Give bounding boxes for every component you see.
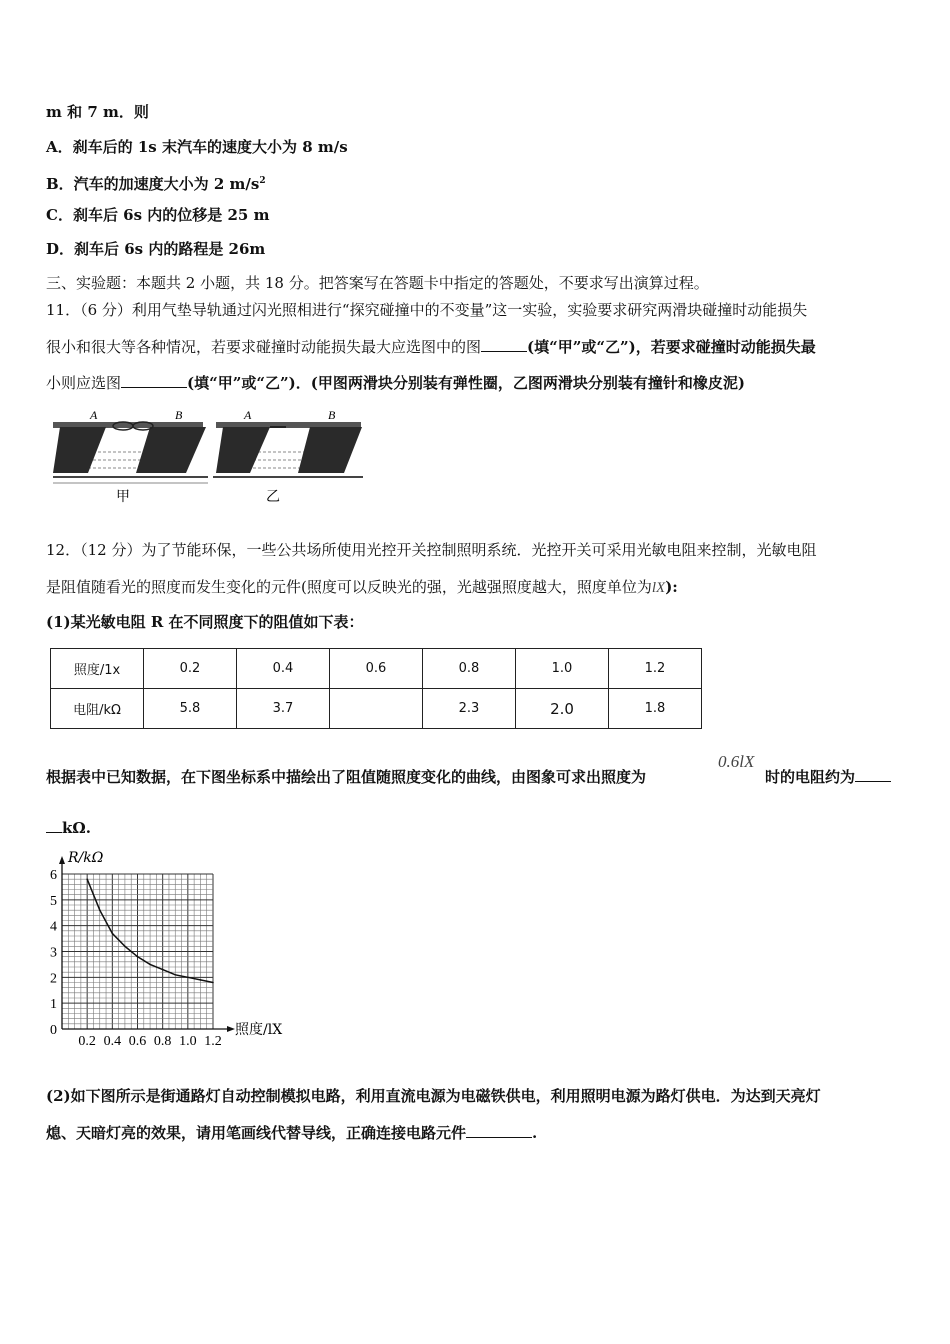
q12-blank-c[interactable]: [466, 1123, 532, 1138]
table-cell: 2.0: [516, 689, 609, 729]
option-d: D．刹车后 6s 内的路程是 26m: [46, 240, 266, 258]
q11-line1: 11．（6 分）利用气垫导轨通过闪光照相进行“探究碰撞中的不变量”这一实验，实验要求研究两滑块碰撞时动能损失: [46, 301, 808, 319]
x-tick-label: 0.6: [128, 1034, 147, 1049]
chart-point: [137, 956, 139, 958]
chart-point: [174, 974, 176, 976]
y-axis-label: R/kΩ: [68, 850, 104, 866]
resistance-table: [50, 648, 702, 729]
q10-continuation: m 和 7 m．则: [46, 103, 149, 121]
q12-desc-b: 时的电阻约为: [765, 768, 856, 786]
label-a-jia: A: [90, 408, 98, 422]
table-cell: 5.8: [144, 689, 237, 729]
q12-desc-b-line: [765, 767, 891, 787]
answer-unit: kΩ.: [62, 819, 91, 837]
chart-grid: [62, 874, 213, 1029]
x-tick-label: 1.2: [204, 1034, 222, 1049]
y-tick-label: 1: [50, 997, 57, 1013]
q11-blank-1[interactable]: [481, 337, 527, 352]
label-a-yi: A: [244, 408, 252, 422]
slider-a-yi: [216, 427, 270, 473]
unit-formula: lX: [651, 580, 666, 596]
q12-line2b: ):: [665, 578, 678, 596]
label-jia: 甲: [116, 489, 130, 505]
slider-b-yi: [298, 427, 362, 473]
y-tick-label: 4: [50, 919, 57, 935]
table-cell: 1.8: [609, 689, 702, 729]
option-b: [46, 171, 266, 194]
option-a: A．刹车后的 1s 末汽车的速度大小为 8 m/s: [46, 138, 348, 156]
q12-part2-line1: (2)如下图所示是街通路灯自动控制模拟电路，利用直流电源为电磁铁供电，利用照明电源为路灯供电．为达到天亮灯: [46, 1087, 821, 1105]
chart-point: [112, 933, 114, 935]
y-tick-label: 6: [50, 868, 57, 883]
slider-a-jia: [53, 427, 106, 473]
option-b-sup: 2: [259, 176, 266, 186]
table-cell: 3.7: [237, 689, 330, 729]
chart-point: [149, 964, 151, 966]
chart-axes: [59, 850, 282, 1038]
table-row: [51, 689, 702, 729]
table-cell: 0.2: [144, 649, 237, 689]
origin-label: 0: [50, 1023, 57, 1038]
table-cell: 0.8: [423, 649, 516, 689]
chart-point: [86, 878, 88, 880]
chart-point: [187, 977, 189, 979]
q11-line3: [46, 373, 745, 393]
q12-desc: [46, 767, 646, 787]
label-b-jia: B: [175, 408, 183, 422]
q11-line2: [46, 337, 816, 357]
y-axis-arrow: [59, 856, 65, 864]
x-tick-label: 0.4: [103, 1034, 122, 1049]
q12-answer-line: [46, 818, 91, 838]
label-b-yi: B: [328, 408, 336, 422]
table-cell: 1.2: [609, 649, 702, 689]
chart-point: [99, 909, 101, 911]
table-header-resistance: 电阻/kΩ: [51, 689, 144, 729]
q12-part2-end: .: [532, 1124, 538, 1142]
option-c: C．刹车后 6s 内的位移是 25 m: [46, 206, 270, 224]
q12-part2-line2: [46, 1123, 537, 1143]
q12-part1: (1)某光敏电阻 R 在不同照度下的阻值如下表：: [46, 613, 364, 631]
table-cell: 0.4: [237, 649, 330, 689]
q12-line1: 12．（12 分）为了节能环保，一些公共场所使用光控开关控制照明系统．光控开关可采用光敏电阻来控制，光敏电阻: [46, 541, 817, 559]
track-jia: [53, 408, 208, 505]
x-tick-label: 0.8: [153, 1034, 172, 1049]
x-tick-label: 1.0: [179, 1034, 197, 1049]
chart-ticks: [50, 868, 222, 1049]
chart-point: [212, 982, 214, 984]
q12-blank-b[interactable]: [46, 818, 62, 833]
label-yi: 乙: [266, 489, 280, 505]
q12-part2-line2-text: 熄、天暗灯亮的效果，请用笔画线代替导线，正确连接电路元件: [46, 1124, 467, 1142]
air-track-figure: [48, 405, 368, 505]
slider-b-jia: [136, 427, 206, 473]
chart-point: [124, 946, 126, 948]
q12-line2: [46, 577, 678, 598]
track-yi: [213, 408, 363, 505]
chart-point: [162, 969, 164, 971]
table-header-illuminance: 照度/1x: [51, 649, 144, 689]
table-cell: 2.3: [423, 689, 516, 729]
q11-line2a: 很小和很大等各种情况，若要求碰撞时动能损失最大应选图中的图: [46, 338, 482, 356]
q11-blank-2[interactable]: [121, 373, 187, 388]
section-heading: 三、实验题：本题共 2 小题，共 18 分。把答案写在答题卡中指定的答题处，不要求写出演算过程。: [46, 274, 709, 292]
y-tick-label: 2: [50, 971, 57, 987]
q12-line2a: 是阻值随看光的照度而发生变化的元件(照度可以反映光的强，光越强照度越大，照度单位为: [46, 578, 652, 596]
table-cell: 1.0: [516, 649, 609, 689]
x-axis-label: 照度/lX: [235, 1022, 283, 1038]
table-cell: 0.6: [330, 649, 423, 689]
option-b-text: B．汽车的加速度大小为 2 m/s: [46, 175, 260, 193]
y-tick-label: 3: [50, 945, 57, 961]
q12-desc-a: 根据表中已知数据，在下图坐标系中描绘出了阻值随照度变化的曲线，由图象可求出照度为: [46, 768, 647, 786]
table-row: [51, 649, 702, 689]
q11-line3a: 小则应选图: [46, 374, 122, 392]
chart-point: [200, 979, 202, 981]
x-axis-arrow: [227, 1026, 235, 1032]
table-cell-empty[interactable]: [330, 689, 423, 729]
illuminance-formula: 0.6lX: [718, 752, 755, 771]
x-tick-label: 0.2: [78, 1034, 96, 1049]
resistance-chart: [40, 845, 310, 1050]
q11-line2b: (填“甲”或“乙”)，若要求碰撞时动能损失最: [527, 338, 816, 356]
q12-blank-a[interactable]: [855, 767, 891, 782]
y-tick-label: 5: [50, 893, 57, 909]
q11-line3b: (填“甲”或“乙”)．(甲图两滑块分别装有弹性圈，乙图两滑块分别装有撞针和橡皮泥): [187, 374, 745, 392]
